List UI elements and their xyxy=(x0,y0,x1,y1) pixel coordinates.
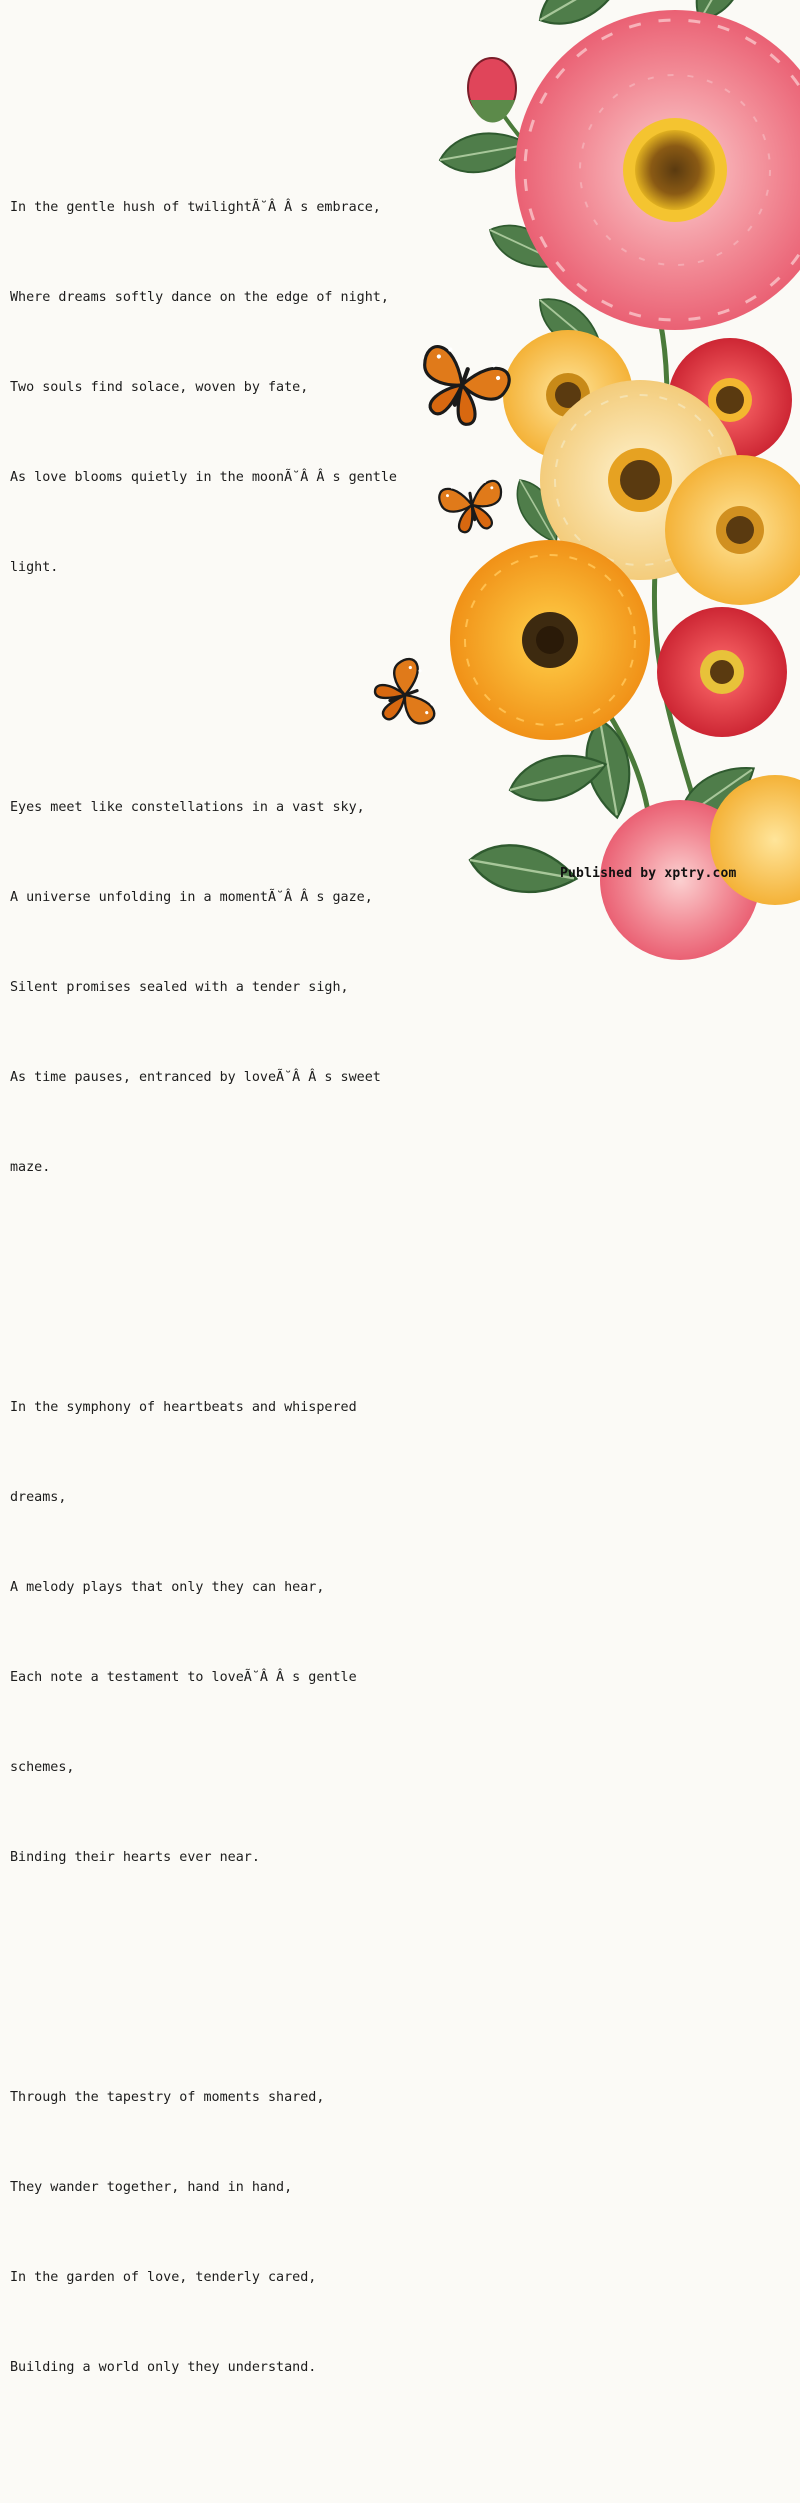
poem-line: Building a world only they understand. xyxy=(10,2360,317,2375)
poem-line: In the garden of love, tenderly cared, xyxy=(10,2270,317,2285)
publisher-credit: Published by xptry.com xyxy=(560,866,737,881)
poem-line: schemes, xyxy=(10,1760,75,1775)
poem-line: Binding their hearts ever near. xyxy=(10,1850,260,1865)
poem-line: maze. xyxy=(10,1160,51,1175)
poem-stanza xyxy=(10,133,450,643)
poem-line: In the symphony of heartbeats and whispered xyxy=(10,1400,357,1415)
poem-line: dreams, xyxy=(10,1490,67,1505)
poem-line: light. xyxy=(10,560,59,575)
poem-text xyxy=(10,73,450,2503)
poem-line: Where dreams softly dance on the edge of night, xyxy=(10,290,389,305)
poem-line: They wander together, hand in hand, xyxy=(10,2180,293,2195)
poem-line: As time pauses, entranced by loveÃ˘Â Â s sweet xyxy=(10,1070,381,1085)
poem-line: Eyes meet like constellations in a vast sky, xyxy=(10,800,365,815)
poem-line: Two souls find solace, woven by fate, xyxy=(10,380,309,395)
poem-stanza xyxy=(10,2023,450,2443)
poem-line: A universe unfolding in a momentÃ˘Â Â s gaze, xyxy=(10,890,373,905)
poem-line: Through the tapestry of moments shared, xyxy=(10,2090,325,2105)
poem-line: In the gentle hush of twilightÃ˘Â Â s embrace, xyxy=(10,200,381,215)
poem-line: As love blooms quietly in the moonÃ˘Â Â s gentle xyxy=(10,470,397,485)
poem-line: Each note a testament to loveÃ˘Â Â s gentle xyxy=(10,1670,357,1685)
poem-line: A melody plays that only they can hear, xyxy=(10,1580,325,1595)
poem-line: Silent promises sealed with a tender sigh, xyxy=(10,980,349,995)
poem-stanza xyxy=(10,1333,450,1933)
poem-stanza xyxy=(10,733,450,1243)
